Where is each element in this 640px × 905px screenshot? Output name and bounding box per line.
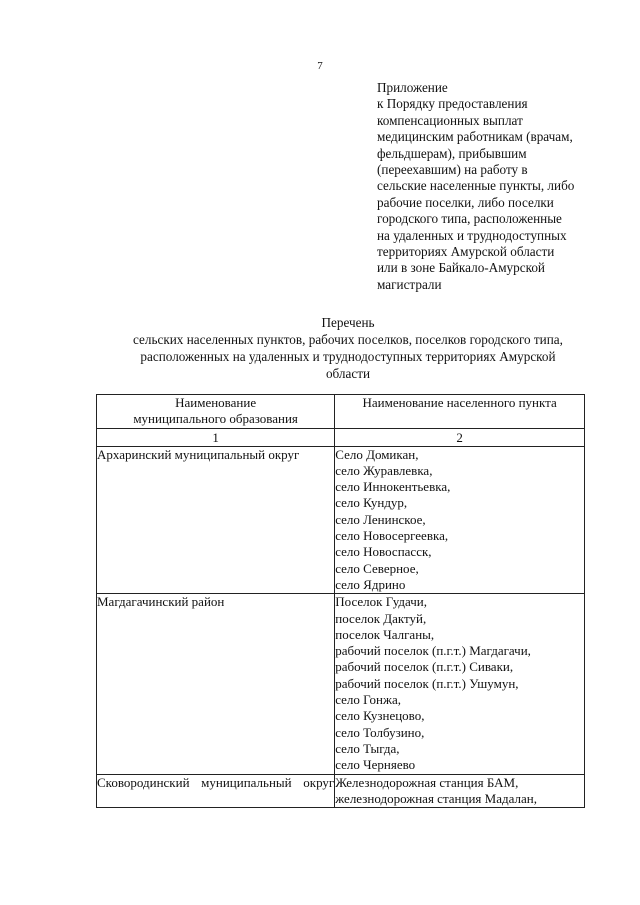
appendix-line: или в зоне Байкало-Амурской [377, 260, 545, 276]
settlement-item: рабочий поселок (п.г.т.) Магдагачи, [335, 643, 531, 659]
appendix-line: медицинским работникам (врачам, [377, 129, 573, 145]
appendix-line: Приложение [377, 80, 448, 95]
settlement-item: село Северное, [335, 560, 419, 576]
header-line: муниципального образования [133, 411, 298, 427]
column-number: 1 [97, 428, 335, 446]
appendix-line: магистрали [377, 276, 442, 292]
settlement-item: поселок Дактуй, [335, 610, 427, 626]
appendix-line: рабочие поселки, либо поселки [377, 194, 554, 210]
settlements-cell [335, 774, 585, 808]
settlement-item: Село Домикан, [335, 446, 419, 462]
table-number-row [97, 428, 585, 446]
settlements-table [96, 394, 585, 808]
settlement-item: село Журавлевка, [335, 462, 433, 478]
settlement-item: село Иннокентьевка, [335, 479, 451, 495]
header-settlement [335, 395, 585, 429]
appendix-line: территориях Амурской области [377, 244, 555, 260]
appendix-line: фельдшерам), прибывшим [377, 145, 527, 161]
appendix-line: компенсационных выплат [377, 112, 523, 128]
table-header-row [97, 395, 585, 429]
settlement-item: село Толбузино, [335, 724, 425, 740]
settlement-item: рабочий поселок (п.г.т.) Сиваки, [335, 659, 514, 675]
table-row [97, 446, 585, 594]
municipality-text: Сковородинский муниципальный округ [97, 774, 335, 790]
settlement-item: рабочий поселок (п.г.т.) Ушумун, [335, 675, 519, 691]
page-number: 7 [317, 60, 323, 72]
appendix-line: на удаленных и труднодоступных [377, 227, 567, 243]
settlement-item: село Черняево [335, 757, 416, 773]
header-line: Наименование населенного пункта [362, 395, 557, 410]
settlements-cell [335, 594, 585, 774]
settlement-item: село Новосергеевка, [335, 528, 449, 544]
settlement-item: село Ядрино [335, 576, 406, 592]
title-line: области [325, 366, 371, 381]
title-line: сельских населенных пунктов, рабочих поселков, поселков городского типа, [133, 332, 563, 347]
header-line: Наименование [175, 395, 257, 410]
settlement-item: село Кундур, [335, 495, 408, 511]
document-title [0, 314, 640, 382]
column-number: 2 [335, 428, 585, 446]
settlement-item: село Ленинское, [335, 511, 426, 527]
appendix-line: (переехавшим) на работу в [377, 162, 528, 178]
settlement-item: село Кузнецово, [335, 708, 425, 724]
page-bottom-margin [0, 834, 640, 905]
appendix-line: городского типа, расположенные [377, 211, 562, 227]
settlement-item: Поселок Гудачи, [335, 594, 428, 610]
municipality-cell: Архаринский муниципальный округ [97, 446, 335, 594]
title-line: расположенных на удаленных и труднодоступных территориях Амурской [140, 349, 556, 364]
settlement-item: Железнодорожная станция БАМ, [335, 774, 519, 790]
settlement-item: село Гонжа, [335, 692, 402, 708]
title-line: Перечень [321, 315, 375, 330]
municipality-cell [97, 774, 335, 808]
appendix-note [377, 80, 627, 293]
settlements-cell [335, 446, 585, 594]
settlement-item: село Новоспасск, [335, 544, 432, 560]
table-row [97, 594, 585, 774]
appendix-line: сельские населенные пункты, либо [377, 178, 575, 194]
table-row [97, 774, 585, 808]
settlement-item: поселок Чалганы, [335, 626, 435, 642]
appendix-line: к Порядку предоставления [377, 96, 528, 112]
municipality-cell: Магдагачинский район [97, 594, 335, 774]
header-municipality [97, 395, 335, 429]
settlement-item: железнодорожная станция Мадалан, [335, 790, 537, 806]
settlement-item: село Тыгда, [335, 740, 400, 756]
